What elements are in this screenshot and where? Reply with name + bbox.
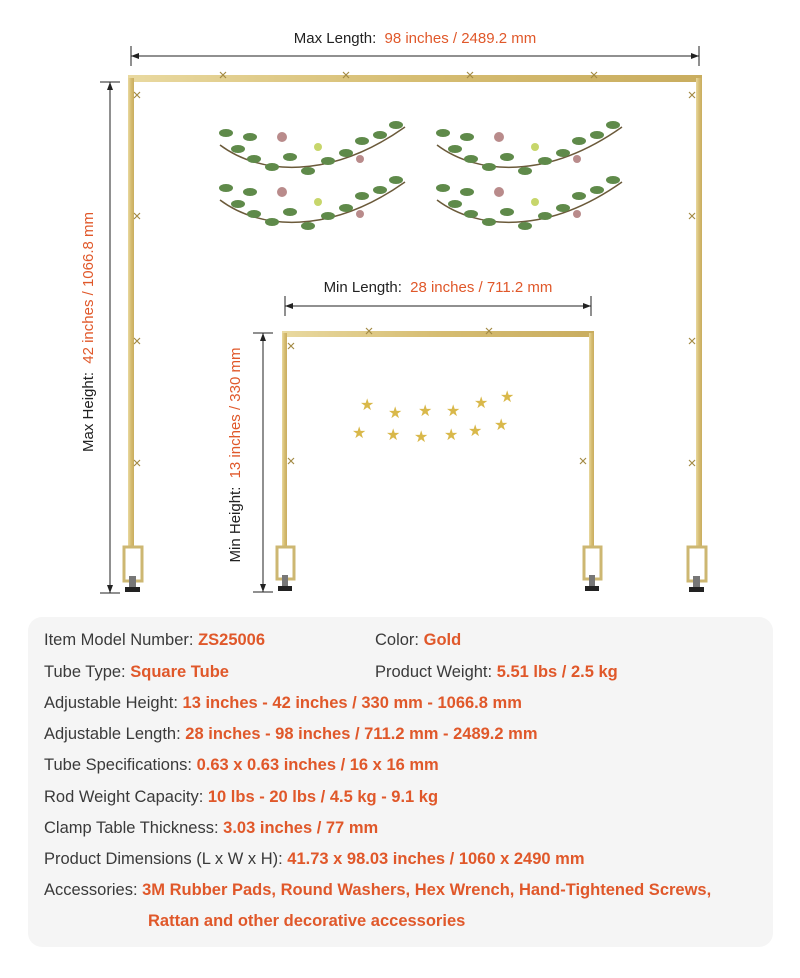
clamp-right-large — [688, 547, 706, 592]
spec-accessories-value-2: Rattan and other decorative accessories — [148, 912, 466, 930]
spec-accessories-value-1: 3M Rubber Pads, Round Washers, Hex Wrench, Hand-Tightened Screws, — [142, 881, 712, 899]
clamp-left-small — [277, 547, 294, 591]
small-frame — [277, 328, 601, 591]
min-height-value: 13 inches / 330 mm — [227, 347, 244, 479]
spec-model-label: Item Model Number: — [44, 631, 194, 649]
svg-text:★: ★ — [414, 427, 429, 446]
spec-tube-specifications-label: Tube Specifications: — [44, 756, 192, 774]
spec-tube-type-value: Square Tube — [130, 663, 229, 681]
svg-text:★: ★ — [446, 401, 461, 420]
spec-tube-type — [44, 661, 229, 683]
svg-text:★: ★ — [474, 393, 489, 412]
specifications-panel — [28, 617, 773, 947]
max-height-label: Max Height: — [80, 371, 97, 452]
spec-adjustable-height-value: 13 inches - 42 inches / 330 mm - 1066.8 mm — [182, 694, 522, 712]
svg-text:★: ★ — [360, 395, 375, 414]
star-garland — [352, 387, 514, 446]
svg-text:Min Length: 28 inches / — [324, 279, 553, 296]
spec-accessories-label: Accessories: — [44, 881, 138, 899]
svg-text:Min Height: 13 inches / — [227, 348, 244, 563]
spec-model-value: ZS25006 — [198, 631, 266, 649]
min-length-label: Min Length: — [323, 279, 402, 296]
clamp-right-small — [584, 547, 601, 591]
spec-adjustable-height — [44, 692, 522, 714]
spec-tube-specifications — [44, 754, 439, 776]
spec-clamp-thickness-value: 3.03 inches / 77 mm — [223, 819, 379, 837]
spec-tube-type-label: Tube Type: — [44, 663, 126, 681]
clamp-left-large — [124, 547, 142, 592]
spec-rod-capacity — [44, 786, 438, 808]
spec-adjustable-length — [44, 723, 538, 745]
min-height-label: Min Height: — [227, 486, 244, 563]
spec-dimensions-value: 41.73 x 98.03 inches / 1060 x 2490 mm — [287, 850, 585, 868]
max-length-value: 98 inches / 2489.2 mm — [384, 30, 537, 47]
garland-decorations — [219, 121, 622, 230]
spec-rod-capacity-label: Rod Weight Capacity: — [44, 788, 204, 806]
spec-tube-specifications-value: 0.63 x 0.63 inches / 16 x 16 mm — [196, 756, 439, 774]
spec-accessories — [44, 879, 711, 901]
spec-dimensions — [44, 848, 585, 870]
max-length-label: Max Length: — [293, 30, 377, 47]
svg-text:★: ★ — [500, 387, 515, 406]
min-length-dimension — [285, 279, 591, 316]
spec-adjustable-length-label: Adjustable Length: — [44, 725, 181, 743]
spec-adjustable-height-label: Adjustable Height: — [44, 694, 178, 712]
max-height-dimension — [80, 82, 120, 593]
spec-clamp-thickness-label: Clamp Table Thickness: — [44, 819, 219, 837]
svg-text:★: ★ — [418, 401, 433, 420]
svg-text:★: ★ — [468, 421, 483, 440]
max-height-value: 42 inches / 1066.8 mm — [80, 212, 97, 364]
svg-text:★: ★ — [386, 425, 401, 444]
svg-text:★: ★ — [494, 415, 509, 434]
spec-clamp-thickness — [44, 817, 378, 839]
spec-weight — [375, 661, 618, 683]
spec-rod-capacity-value: 10 lbs - 20 lbs / 4.5 kg - 9.1 kg — [207, 788, 439, 806]
spec-color-label: Color: — [375, 631, 420, 649]
svg-text:Max Height: 42 inches / — [80, 212, 97, 452]
spec-accessories-continued — [148, 910, 465, 932]
spec-adjustable-length-value: 28 inches - 98 inches / 711.2 mm - 2489.2 mm — [185, 725, 538, 743]
min-height-dimension — [227, 333, 273, 592]
min-length-value: 28 inches / 711.2 mm — [410, 279, 553, 296]
spec-dimensions-label: Product Dimensions (L x W x H): — [44, 850, 283, 868]
svg-text:Max Length: 98 inches / — [294, 30, 537, 47]
max-length-dimension — [131, 30, 699, 66]
spec-color — [375, 629, 461, 651]
svg-text:★: ★ — [444, 425, 459, 444]
spec-model — [44, 629, 265, 651]
spec-weight-value: 5.51 lbs / 2.5 kg — [496, 663, 618, 681]
svg-text:★: ★ — [388, 403, 403, 422]
spec-color-value: Gold — [423, 631, 462, 649]
svg-text:★: ★ — [352, 423, 367, 442]
spec-weight-label: Product Weight: — [375, 663, 493, 681]
